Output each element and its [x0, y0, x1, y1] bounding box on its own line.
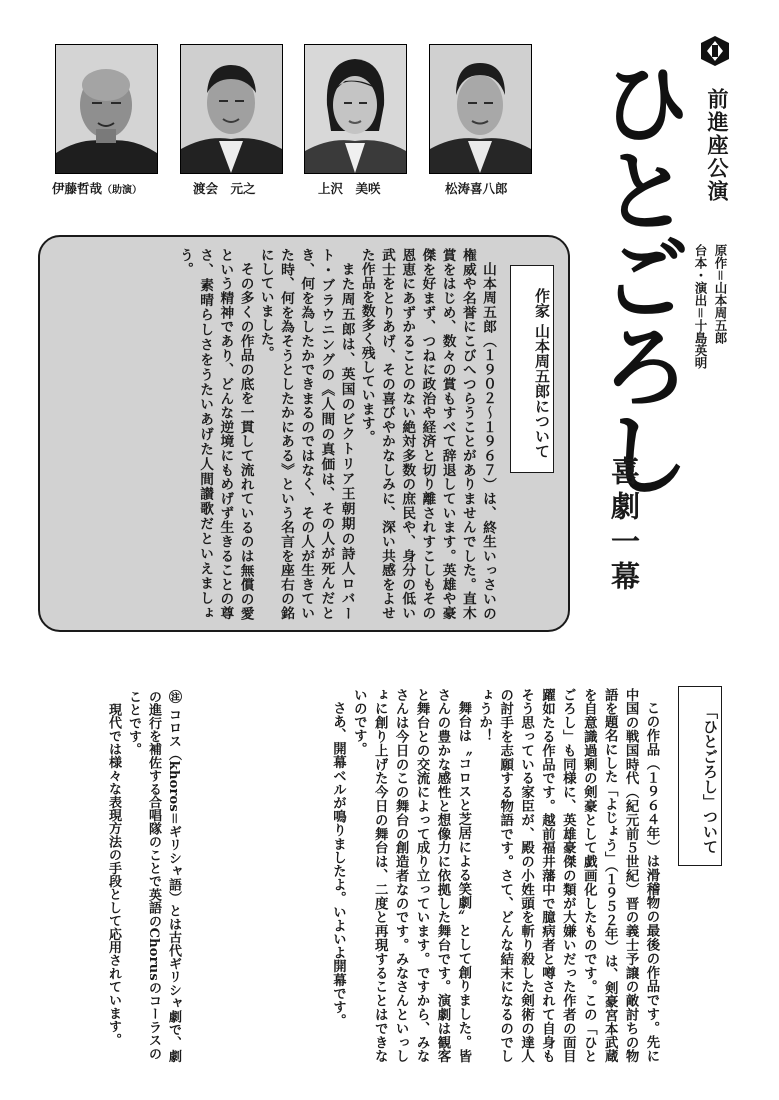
- author-box-heading-text: 作家 山本周五郎について: [533, 287, 551, 459]
- zenshinza-crest-icon: [700, 35, 730, 67]
- author-box-paragraph: また周五郎は、英国のビクトリア王朝期の詩人ロバート・ブラウニングの《人間の真価は、その人が死んだとき、何を為したかできまるのではなく、その人が生きていた時、何を為そうとしたかにある》という名言を座右の銘にしていました。: [257, 248, 355, 620]
- author-box-paragraph: その多くの作品の底を一貫して流れているのは無償の愛という精神であり、どんな逆境にもめげず生きることの尊さ、素晴らしさをうたいあげた人間讃歌だといえましょう。: [176, 248, 254, 620]
- portrait-shoto-image: [430, 45, 531, 173]
- caption-watarai: [193, 179, 313, 197]
- footnote: [58, 690, 183, 1065]
- play-title: ひとごろし: [585, 56, 691, 496]
- caption-uesawa-name: 上沢 美咲: [318, 181, 381, 196]
- author-box-paragraph: 山本周五郎（１９０２〜１９６７）は、終生いっさいの権威や名誉にこびへつらうことがありませんでした。直木賞をはじめ、数々の賞もすべて辞退しています。英雄や豪傑を好まず、つねに政治や経済と切り離されすこしもその恩恵にあずかることのない絶対多数の庶民や、身分の低い武士をとりあげ、その喜びやかなしみに、深い共感をよせた作品を数多く残しています。: [358, 248, 496, 620]
- caption-ito-name: 伊藤哲哉: [52, 181, 103, 196]
- portrait-shoto: [429, 44, 532, 174]
- about-paragraph: さあ、開幕ベルが鳴りましたよ。いよいよ開幕です。: [330, 701, 347, 1028]
- portrait-ito: [55, 44, 158, 174]
- caption-shoto: [445, 179, 565, 197]
- author-box-body: [54, 248, 498, 620]
- footnote-continuation: 現代では様々な表現方法の手段として応用されています。: [106, 703, 121, 1047]
- footnote-text: コロス（khoros＝ギリシャ語）とは古代ギリシャ劇で、劇の進行を補佐する合唱隊のことで英語のChorusのコーラスのことです。: [126, 690, 181, 1063]
- portrait-watarai-image: [181, 45, 282, 173]
- caption-watarai-name: 渡会 元之: [193, 181, 256, 196]
- portrait-uesawa-image: [305, 45, 406, 173]
- about-body: [216, 688, 662, 1063]
- caption-shoto-name: 松涛喜八郎: [445, 181, 508, 196]
- caption-ito-role: （助演）: [102, 185, 143, 196]
- footnote-mark: ㊟: [166, 690, 181, 704]
- troupe-name: 前進座公演: [705, 88, 730, 203]
- about-heading-text: 「ひとごろし」ついて: [701, 704, 719, 854]
- portrait-watarai: [180, 44, 283, 174]
- about-heading: [678, 686, 722, 866]
- about-paragraph: この作品（１９６４年）は滑稽物の最後の作品です。先に中国の戦国時代（紀元前５世紀）晋の義士予譲の敵討ちの物語を題名にした「よじょう」（１９５２年）は、剣豪宮本武蔵を自意識過剰の剣豪として戯画化したものです。この「ひとごろし」も同様に、英雄豪傑の類が大嫌いだった作者の面目躍如たる作品です。越前福井藩中で臆病者と噂されて自身もそう思っている家臣が、殿の小姓頭を斬り殺した剣術の達人の討手を志願する物語です。さて、どんな結末になるのでしょうか！: [476, 688, 660, 1063]
- portrait-ito-image: [56, 45, 157, 173]
- credit-script: 台本・演出＝十島英明: [693, 244, 708, 370]
- credit-original: 原作＝山本周五郎: [713, 244, 728, 345]
- portrait-uesawa: [304, 44, 407, 174]
- caption-uesawa: [318, 179, 438, 197]
- play-genre: 喜劇一幕: [607, 456, 641, 596]
- author-box-heading: [510, 265, 554, 473]
- caption-ito: [52, 179, 172, 197]
- about-paragraph: 舞台は〝コロスと芝居による笑劇〟として創りました。皆さんの豊かな感性と想像力に依拠した舞台です。演劇は観客と舞台との交流によって成り立っています。ですから、みなさんは今日のこの舞台の創造者なのです。みなさんといっしょに創り上げた今日の舞台は、二度と再現することはできないのです。: [351, 688, 472, 1063]
- footnote-line: [123, 690, 183, 1065]
- credits: [688, 244, 730, 424]
